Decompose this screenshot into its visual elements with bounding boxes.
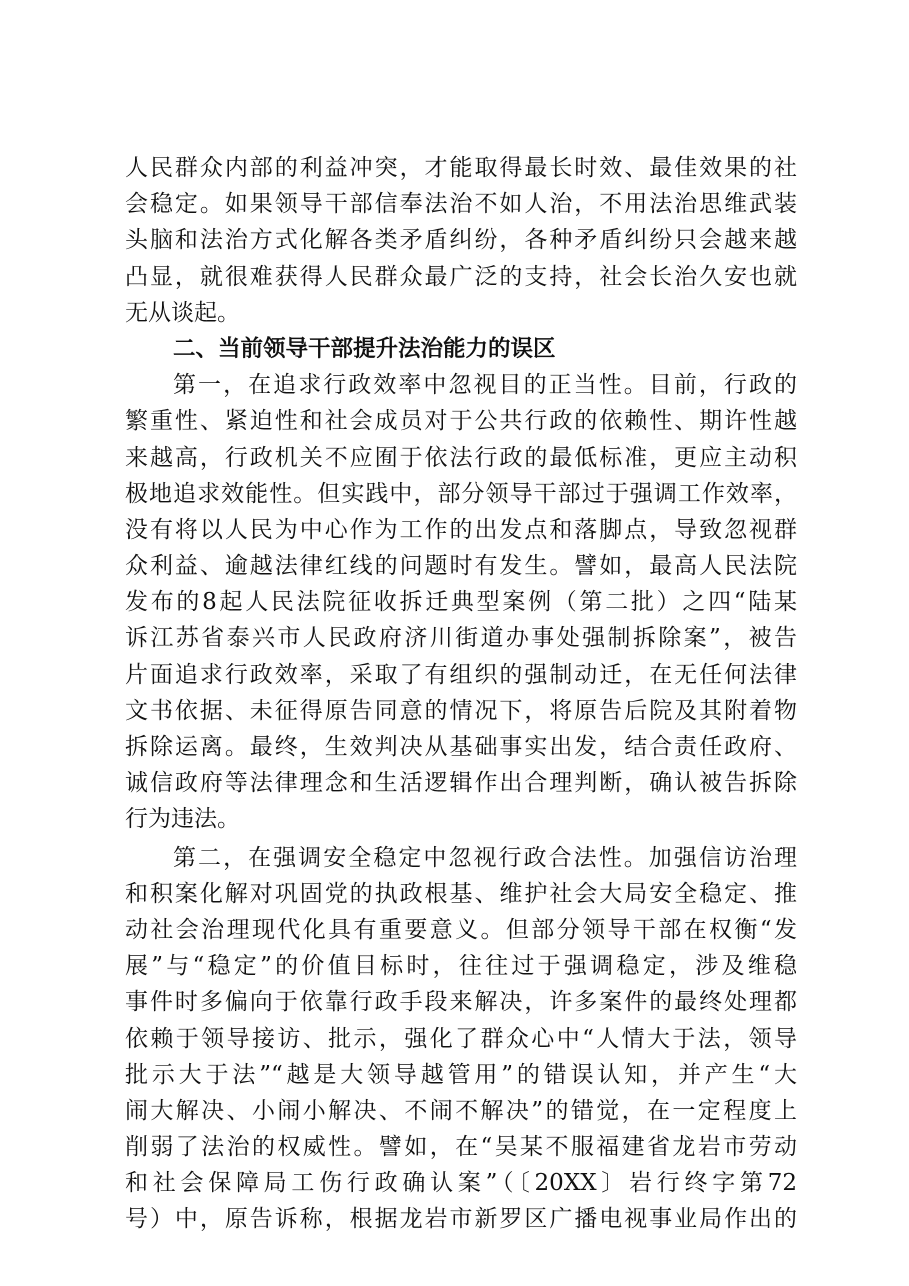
text-line: 来越高，行政机关不应囿于依法行政的最低标准，更应主动积 bbox=[125, 444, 797, 471]
text-line: 凸显，就很难获得人民群众最广泛的支持，社会长治久安也就 bbox=[125, 263, 797, 290]
text-line: 和积案化解对巩固党的执政根基、维护社会大局安全稳定、推 bbox=[125, 880, 797, 907]
text-line: 无从谈起。 bbox=[125, 299, 240, 326]
text-line: 极地追求效能性。但实践中，部分领导干部过于强调工作效率， bbox=[125, 480, 797, 507]
section-heading: 二、当前领导干部提升法治能力的误区 bbox=[173, 335, 556, 362]
text-line: 会稳定。如果领导干部信奉法治不如人治，不用法治思维武装 bbox=[125, 191, 797, 218]
text-line: 拆除运离。最终，生效判决从基础事实出发，结合责任政府、 bbox=[125, 734, 797, 760]
text-line: 展”与“稳定”的价值目标时，往往过于强调稳定，涉及维稳 bbox=[125, 953, 797, 980]
text-line: 繁重性、紧迫性和社会成员对于公共行政的依赖性、期许性越 bbox=[125, 408, 797, 435]
text-line: 事件时多偏向于依靠行政手段来解决，许多案件的最终处理都 bbox=[125, 989, 797, 1016]
text-line: 众利益、逾越法律红线的问题时有发生。譬如，最高人民法院 bbox=[125, 553, 797, 580]
paragraph-second bbox=[125, 840, 797, 1238]
text-line: 批示大于法”“越是大领导越管用”的错误认知，并产生“大 bbox=[125, 1061, 797, 1088]
text-line: 诉江苏省泰兴市人民政府济川街道办事处强制拆除案”，被告 bbox=[125, 625, 797, 652]
text-line: 发布的8起人民法院征收拆迁典型案例（第二批）之四“陆某 bbox=[125, 589, 797, 616]
text-line: 削弱了法治的权威性。譬如，在“吴某不服福建省龙岩市劳动 bbox=[125, 1134, 797, 1161]
text-line: 片面追求行政效率，采取了有组织的强制动迁，在无任何法律 bbox=[125, 661, 797, 688]
text-line: 和社会保障局工伤行政确认案”（〔20XX〕岩行终字第72 bbox=[125, 1170, 797, 1197]
text-line: 头脑和法治方式化解各类矛盾纠纷，各种矛盾纠纷只会越来越 bbox=[125, 227, 797, 254]
text-line: 人民群众内部的利益冲突，才能取得最长时效、最佳效果的社 bbox=[125, 155, 797, 181]
document-body bbox=[125, 150, 797, 1238]
text-line: 依赖于领导接访、批示，强化了群众心中“人情大于法，领导 bbox=[125, 1025, 797, 1052]
text-line: 第一，在追求行政效率中忽视目的正当性。目前，行政的 bbox=[173, 372, 797, 399]
text-line: 行为违法。 bbox=[125, 806, 240, 833]
text-line: 第二，在强调安全稳定中忽视行政合法性。加强信访治理 bbox=[173, 844, 797, 871]
paragraph-first bbox=[125, 367, 797, 837]
text-line: 没有将以人民为中心作为工作的出发点和落脚点，导致忽视群 bbox=[125, 516, 797, 543]
text-line: 号）中，原告诉称，根据龙岩市新罗区广播电视事业局作出的 bbox=[125, 1206, 797, 1233]
text-line: 动社会治理现代化具有重要意义。但部分领导干部在权衡“发 bbox=[125, 916, 797, 943]
paragraph-intro bbox=[125, 150, 797, 331]
text-line: 闹大解决、小闹小解决、不闹不解决”的错觉，在一定程度上 bbox=[125, 1097, 797, 1124]
text-line: 诚信政府等法律理念和生活逻辑作出合理判断，确认被告拆除 bbox=[125, 770, 797, 797]
text-line: 文书依据、未征得原告同意的情况下，将原告后院及其附着物 bbox=[125, 697, 797, 724]
